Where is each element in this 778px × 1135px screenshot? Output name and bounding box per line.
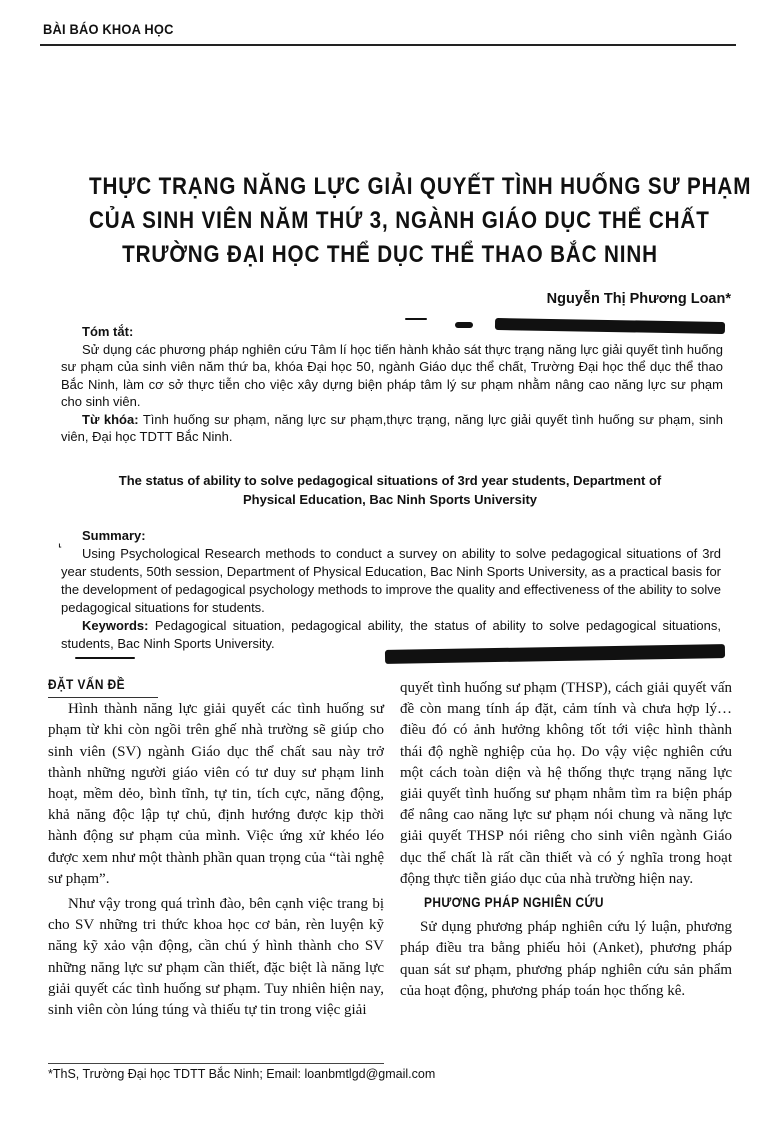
section-label: BÀI BÁO KHOA HỌC	[43, 21, 174, 37]
header-rule	[40, 44, 736, 46]
keywords-vi	[61, 411, 723, 446]
body-paragraph: Như vậy trong quá trình đào, bên cạnh việc trang bị cho SV những tri thức khoa học cơ bản, rèn luyện kỹ năng kỹ xảo vận động, cần chú ý hình thành cho SV những năng lực sư phạm cần thiết, đặc biệt là năng lực giải quyết các tình huống sư phạm. Tuy nhiên hiện nay, sinh viên còn lúng túng và thiếu tự tin trong việc giải	[48, 896, 384, 1019]
summary-en	[61, 527, 721, 653]
ink-mark	[75, 657, 135, 659]
english-title	[60, 471, 720, 509]
keywords-text: Tình huống sư phạm, năng lực sư phạm,thực trạng, năng lực giải quyết tình huống sư phạm, sinh viên, Đại học TDTT Bắc Ninh.	[61, 411, 723, 444]
section-heading: ĐẶT VẤN ĐỀ	[48, 676, 125, 692]
body-paragraph: Sử dụng phương pháp nghiên cứu lý luận, phương pháp điều tra bằng phiếu hỏi (Anket), phương pháp quan sát sư phạm, phương pháp nghiên cứu sản phẩm của hoạt động, phương pháp toán học thống kê.	[400, 919, 732, 999]
author-name: Nguyễn Thị Phương Loan*	[546, 291, 731, 307]
summary-heading: Summary:	[82, 528, 146, 543]
keywords-label: Từ khóa:	[82, 411, 139, 427]
title-line: CỦA SINH VIÊN NĂM THỨ 3, NGÀNH GIÁO DỤC THỂ CHẤT	[89, 207, 710, 234]
body-column-right	[400, 678, 732, 1002]
heading-underline	[48, 697, 158, 698]
body-paragraph: Hình thành năng lực giải quyết các tình huống sư phạm từ khi còn ngồi trên ghế nhà trường sẽ giúp cho sinh viên (SV) ngành Giáo dục thể chất sau này trở thành những người giáo viên có tư duy sư phạm linh hoạt, mềm dẻo, bình tĩnh, tự tin, tích cực, năng động, khả năng độc lập tự chủ, định hướng được kịp thời hành động sư phạm của mình. Việc ứng xử khéo léo được xem như một thành phần quan trọng của “tài nghệ sư phạm”.	[48, 701, 384, 887]
keywords-en	[61, 617, 721, 653]
footnote-rule	[48, 1063, 384, 1064]
body-column-left	[48, 674, 384, 1021]
english-title-line: The status of ability to solve pedagogical situations of 3rd year students, Department of	[118, 473, 662, 488]
body-paragraph: quyết tình huống sư phạm (THSP), cách giải quyết vấn đề còn mang tính áp đặt, cảm tính và chưa hợp lý…điều đó có ảnh hưởng không tốt tới việc hình thành thái độ nghề nghiệp của họ. Do vậy việc nghiên cứu một cách toàn diện và hệ thống thực trạng năng lực giải quyết tình huống sư phạm nhằm tìm ra biện pháp để nâng cao năng lực sư phạm nói chung và năng lực giải quyết THSP nói riêng cho sinh viên ngành Giáo dục thể chất là rất cần thiết và có ý nghĩa trong hoạt động thực tiễn giáo dục của nhà trường hiện nay.	[400, 680, 732, 887]
article-title	[89, 170, 752, 272]
footnote: *ThS, Trường Đại học TDTT Bắc Ninh; Email: loanbmtlgd@gmail.com	[48, 1067, 436, 1081]
keywords-text: Pedagogical situation, pedagogical ability, the status of ability to solve pedagogical situations, students, Bac Ninh Sports University.	[61, 618, 721, 651]
title-line: THỰC TRẠNG NĂNG LỰC GIẢI QUYẾT TÌNH HUỐNG SƯ PHẠM	[89, 173, 752, 200]
english-title-line: Physical Education, Bac Ninh Sports University	[242, 492, 538, 507]
section-heading: PHƯƠNG PHÁP NGHIÊN CỨU	[424, 894, 604, 911]
abstract-heading: Tóm tắt:	[82, 324, 134, 339]
abstract-body: Sử dụng các phương pháp nghiên cứu Tâm lí học tiến hành khảo sát thực trạng năng lực giải quyết tình huống sư phạm của sinh viên năm thứ ba, khóa Đại học 50, ngành Giáo dục thể chất, Trường Đại học thể dục thể thao Bắc Ninh, làm cơ sở thực tiễn cho việc xây dựng biện pháp tâm lý sư phạm nhằm nâng cao năng lực sư phạm cho sinh viên.	[61, 341, 723, 409]
abstract-vi	[61, 323, 723, 446]
title-line: TRƯỜNG ĐẠI HỌC THỂ DỤC THỂ THAO BẮC NINH	[122, 241, 658, 268]
ink-mark	[405, 318, 427, 320]
keywords-label: Keywords:	[82, 618, 149, 633]
stray-mark: ⸤	[58, 537, 63, 549]
summary-body: Using Psychological Research methods to conduct a survey on ability to solve pedagogical situations of 3rd year students, 50th session, Department of Physical Education, Bac Ninh Sports University, as a practical basis for the development of pedagogical psychology methods to improve the quality and effectiveness of the ability to solve pedagogical situations for students.	[61, 546, 721, 615]
